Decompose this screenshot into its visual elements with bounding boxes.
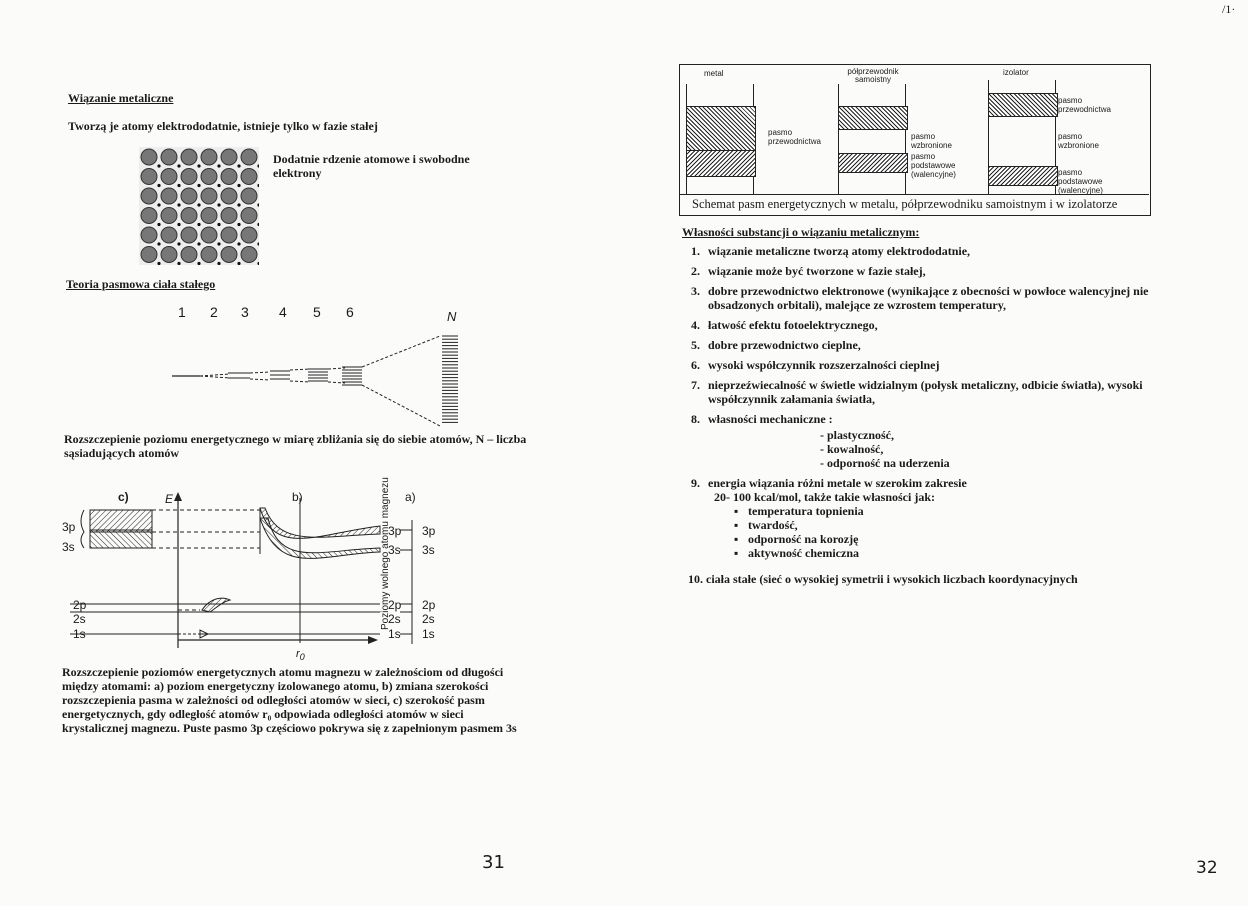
lattice-atom [141,188,157,204]
free-electron [217,164,220,167]
mech-item: - plastyczność, [820,428,894,442]
mg-c-2p: 2p [73,598,87,612]
free-electron [157,164,160,167]
lattice-atom [181,208,197,224]
metal-lattice-image [139,147,259,265]
lattice-atom [241,227,257,243]
free-electron [217,223,220,226]
metal-band-label: pasmo przewodnictwa [768,128,821,146]
free-electron [197,262,200,265]
free-electron [217,203,220,206]
lattice-atom [141,169,157,185]
mg-a-2p: 2p [422,598,436,612]
free-electron [177,203,180,206]
free-electron [217,242,220,245]
lattice-atom [141,208,157,224]
corner-mark: /1· [1222,2,1236,16]
mg-a-2s: 2s [422,612,435,626]
ins-forbidden-label: pasmo wzbronione [1058,132,1099,150]
prop-item: 6. wysoki współczynnik rozszerzalności cieplnej [691,358,940,372]
lattice-atom [221,169,237,185]
split-num-6: 6 [346,304,354,320]
lattice-atom [241,188,257,204]
prop-item: 7. nieprzeźwiecalność w świetle widzialnym (połysk metaliczny, odbicie światła), wysoki współczynnik załamania światła, [691,378,1143,406]
prop-9b: 20- 100 kcal/mol, także takie własności jak: [714,490,935,504]
props-list [680,244,1180,586]
free-electron [157,184,160,187]
lattice-atom [221,227,237,243]
col-metal-label: metal [704,69,724,78]
mg-b-2p: 2p [388,598,402,612]
free-electron [157,262,160,265]
free-electron [257,242,259,245]
lattice-atom [201,247,217,263]
free-electron [177,262,180,265]
lattice-atom [181,149,197,165]
free-electron [237,184,240,187]
mg-b-1s: 1s [388,627,401,641]
lattice-atom [221,247,237,263]
lattice-atom [201,169,217,185]
lattice-atom [181,188,197,204]
lattice-atom [161,169,177,185]
free-electron [257,203,259,206]
prop9-item: ▪ twardość, [734,518,798,532]
semi-column [838,84,906,194]
col-semi-label: półprzewodnik samoistny [847,67,899,84]
lattice-atom [141,227,157,243]
prop-item-9: 9. energia wiązania różni metale w szerokim zakresie [691,476,967,490]
free-electron [157,203,160,206]
free-electron [257,223,259,226]
lattice-atom [161,188,177,204]
band-theory-heading: Teoria pasmowa ciała stałego [66,277,216,291]
semi-forbidden-label: pasmo wzbronione [911,132,952,150]
lattice-atom [141,247,157,263]
free-electron [177,164,180,167]
prop-item: 1. wiązanie metaliczne tworzą atomy elektrododatnie, [691,244,971,258]
split-caption: Rozszczepienie poziomu energetycznego w miarę zbliżania się do siebie atomów, N – liczba sąsiadujących atomów [64,432,527,460]
semi-conduction-band [838,106,908,130]
mg-band-diagram [60,488,480,658]
lattice-atom [241,208,257,224]
lattice-atom [181,247,197,263]
mech-item: - kowalność, [820,442,884,456]
free-electron [197,223,200,226]
lattice-atom [201,188,217,204]
prop9-item: ▪ odporność na korozję [734,532,859,546]
free-electron [217,262,220,265]
mg-b-3p: 3p [388,524,402,538]
mech-props [680,428,1180,470]
ins-conduction-label: pasmo przewodnictwa [1058,96,1111,114]
lattice-caption: Dodatnie rdzenie atomowe i swobodne elektrony [273,152,470,180]
lattice-atom [201,208,217,224]
lattice-atom [241,149,257,165]
lattice-atom [221,149,237,165]
free-electron [237,242,240,245]
mech-item: - odporność na uderzenia [820,456,950,470]
metal-band-upper [686,106,756,152]
free-electron [237,262,240,265]
lattice-atom [201,149,217,165]
insulator-conduction-band [988,93,1058,117]
metal-band-lower [686,150,756,177]
ins-valence-label: pasmo podstawowe (walencyjne) [1058,168,1103,195]
page-number-left: 31 [482,852,505,873]
free-electron [177,223,180,226]
prop-item: 8. własności mechaniczne : [691,412,833,426]
prop-item: 2. wiązanie może być tworzone w fazie stałej, [691,264,926,278]
free-electron [257,262,259,265]
free-electron [257,164,259,167]
prop-item: 5. dobre przewodnictwo cieplne, [691,338,861,352]
mg-a-3s: 3s [422,543,435,557]
lattice-atom [201,227,217,243]
split-num-2: 2 [210,304,218,320]
lattice-atom [161,227,177,243]
mg-label-a: a) [405,490,416,504]
mg-b-2s: 2s [388,612,401,626]
mg-caption: Rozszczepienie poziomów energetycznych atomu magnezu w zależnościom od długości między atomami: a) poziom energetyczny izolowanego atomu, b) zmiana szerokości rozszczepienia pasma w zależności od odległości atomów w sieci, c) szerokość pasm energetycznych, gdy odległość atomów r₀ odpowiada odległości atomów w sieci krystalicznej magnezu. Puste pasmo 3p częściowo pokrywa się z zapełnionym pasmem 3s [62,665,517,735]
semi-valence-label: pasmo podstawowe (walencyjne) [911,152,956,179]
mg-axis-e: E [165,492,174,506]
mg-b-3s: 3s [388,543,401,557]
mg-a-1s: 1s [422,627,435,641]
lattice-atom [221,208,237,224]
band-scheme-caption: Schemat pasm energetycznych w metalu, półprzewodniku samoistnym i w izolatorze [679,194,1149,212]
free-electron [237,203,240,206]
free-electron [177,242,180,245]
split-num-5: 5 [313,304,321,320]
free-electron [217,184,220,187]
mg-label-b: b) [292,490,303,504]
metallic-bond-intro: Tworzą je atomy elektrododatnie, istnieje tylko w fazie stałej [68,119,378,133]
lattice-atom [181,227,197,243]
mg-c-2s: 2s [73,612,86,626]
mg-c-3p: 3p [62,520,76,534]
free-electron [237,223,240,226]
prop9-item: ▪ aktywność chemiczna [734,546,859,560]
mg-label-c: c) [118,490,129,504]
free-electron [177,184,180,187]
free-electron [197,242,200,245]
prop-item: 4. łatwość efektu fotoelektrycznego, [691,318,878,332]
lattice-atom [161,208,177,224]
mg-r0-label: $r_0$ [296,648,305,663]
free-electron [157,223,160,226]
lattice-atom [241,247,257,263]
prop9-item: ▪ temperatura topnienia [734,504,864,518]
lattice-svg [139,147,259,265]
prop-item: 3. dobre przewodnictwo elektronowe (wynikające z obecności w powłoce walencyjnej nie obsadzonych orbitali), malejące ze wzrostem temperatury, [691,284,1149,312]
free-electron [197,184,200,187]
level-splitting-diagram [170,330,470,430]
mg-a-3p: 3p [422,524,436,538]
semi-valence-band [838,153,908,173]
lattice-atom [161,247,177,263]
lattice-atom [141,149,157,165]
free-electron [257,184,259,187]
lattice-atom [181,169,197,185]
lattice-atom [161,149,177,165]
page-number-right: 32 [1196,858,1218,878]
lattice-atom [241,169,257,185]
free-electron [157,242,160,245]
split-num-n: N [447,309,457,324]
mg-c-1s: 1s [73,627,86,641]
free-electron [237,164,240,167]
prop9-items [680,504,1180,560]
props-heading: Własności substancji o wiązaniu metalicznym: [682,225,920,239]
prop-item-10: 10. ciała stałe (sieć o wysokiej symetrii i wysokich liczbach koordynacyjnych [688,572,1078,586]
free-electron [197,203,200,206]
lattice-atom [221,188,237,204]
mg-side-label: Poziomy wolnego atomu magnezu [380,477,391,630]
split-num-3: 3 [241,304,249,320]
mg-c-3s: 3s [62,540,75,554]
free-electron [197,164,200,167]
split-num-1: 1 [178,304,186,320]
split-num-4: 4 [279,304,287,320]
insulator-valence-band [988,166,1058,186]
col-insulator-label: izolator [1003,68,1029,77]
metallic-bond-heading: Wiązanie metaliczne [68,91,174,105]
